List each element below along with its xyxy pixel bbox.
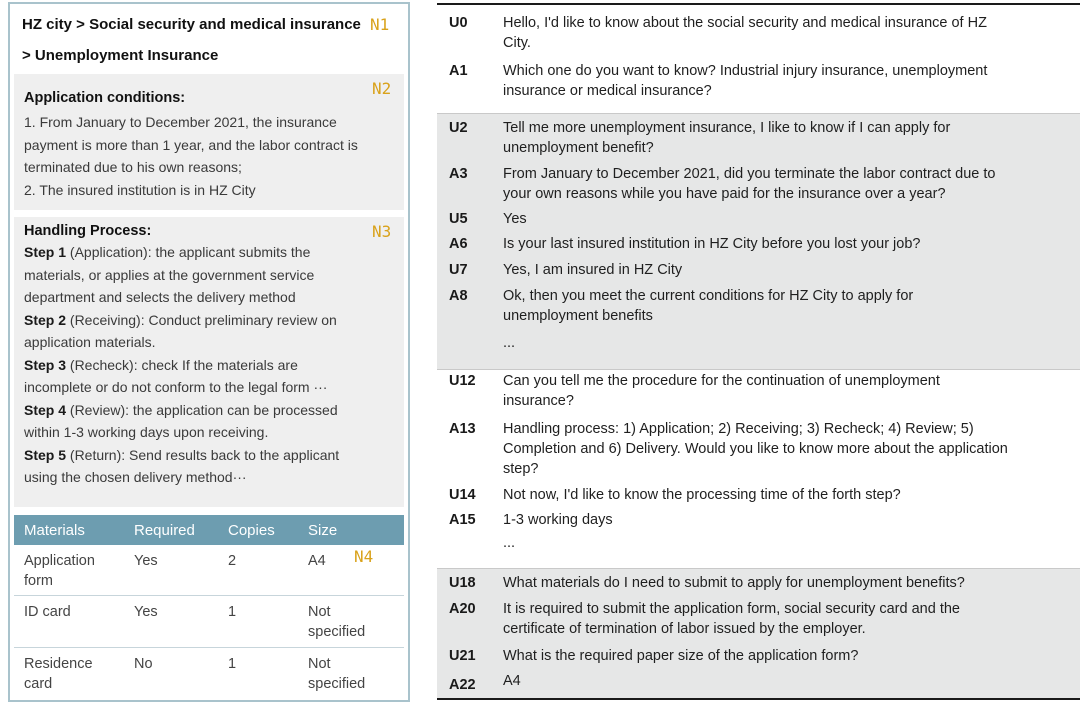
- speaker-label: U0: [449, 15, 468, 31]
- column-header: Required: [124, 515, 218, 545]
- breadcrumb-line-1: HZ city > Social security and medical insurance: [22, 16, 361, 33]
- step-line: Step 1 (Application): the applicant submits the: [24, 244, 311, 260]
- knowledge-panel: [8, 2, 410, 702]
- step-line: Step 4 (Review): the application can be processed: [24, 401, 338, 418]
- table-cell: No: [134, 655, 153, 672]
- segment-divider: [437, 568, 1080, 569]
- table-cell: Yes: [124, 545, 218, 595]
- step-line: using the chosen delivery method···: [24, 469, 247, 485]
- segment-divider: [437, 113, 1080, 114]
- utterance: What is the required paper size of the application form?: [503, 648, 859, 664]
- speaker-label: U5: [449, 211, 468, 227]
- table-cell: 2: [218, 545, 298, 595]
- column-header: Size: [298, 515, 404, 545]
- utterance: Yes: [503, 211, 527, 227]
- utterance: Yes, I am insured in HZ City: [503, 262, 683, 278]
- table-cell: Yes: [124, 595, 218, 647]
- utterance: 1-3 working days: [503, 512, 613, 528]
- application-conditions-body: [24, 111, 358, 201]
- segment-divider: [437, 369, 1080, 370]
- table-cell: Not specified: [298, 595, 404, 647]
- speaker-label: A20: [449, 601, 476, 617]
- utterance: Can you tell me the procedure for the continuation of unemployment insurance?: [503, 373, 940, 409]
- step-line: materials, or applies at the government service: [24, 266, 315, 283]
- breadcrumb-line-2: > Unemployment Insurance: [22, 47, 219, 64]
- speaker-label: U7: [449, 262, 468, 278]
- utterance: Which one do you want to know? Industrial injury insurance, unemployment insurance or medical insurance?: [503, 63, 988, 99]
- table-row: [14, 545, 404, 595]
- utterance: From January to December 2021, did you terminate the labor contract due to your own reasons while you have paid for the insurance over a year?: [503, 166, 996, 202]
- handling-process-title: Handling Process:: [24, 223, 152, 239]
- condition-line: 2. The insured institution is in HZ City: [24, 181, 256, 198]
- utterance: Not now, I'd like to know the processing time of the forth step?: [503, 487, 901, 503]
- utterance: Is your last insured institution in HZ City before you lost your job?: [503, 236, 921, 252]
- node-tag-n3: N3: [372, 222, 392, 241]
- step-line: department and selects the delivery method: [24, 289, 296, 305]
- breadcrumb-node: [22, 9, 402, 71]
- condition-line: payment is more than 1 year, and the labor contract is: [24, 136, 358, 153]
- step-line: within 1-3 working days upon receiving.: [24, 424, 269, 440]
- speaker-label: A3: [449, 166, 468, 182]
- node-tag-n4: N4: [354, 547, 374, 566]
- column-header: Copies: [218, 515, 298, 545]
- handling-process-body: [24, 241, 339, 489]
- table-row: [14, 647, 404, 701]
- utterance: A4: [503, 673, 521, 689]
- table-cell: 1: [218, 595, 298, 647]
- step-line: incomplete or do not conform to the legal form ···: [24, 379, 328, 395]
- step-label: Step 5: [24, 446, 67, 463]
- step-label: Step 4: [24, 401, 67, 418]
- bottom-rule: [437, 698, 1080, 700]
- speaker-label: A13: [449, 421, 476, 437]
- step-label: Step 3: [24, 356, 67, 373]
- table-cell: A4 N4: [298, 545, 404, 595]
- table-header-row: [14, 515, 404, 545]
- speaker-label: U2: [449, 120, 468, 136]
- utterance: Ok, then you meet the current conditions for HZ City to apply for unemployment benefits: [503, 288, 914, 324]
- utterance: Handling process: 1) Application; 2) Receiving; 3) Recheck; 4) Review; 5) Completion and 6) Delivery. Would you like to know more about the application step?: [503, 421, 1008, 477]
- utterance: Hello, I'd like to know about the social security and medical insurance of HZ City.: [503, 15, 987, 51]
- speaker-label: U18: [449, 575, 476, 591]
- table-cell: Application form: [14, 545, 124, 595]
- top-rule: [437, 3, 1080, 5]
- speaker-label: A6: [449, 236, 468, 252]
- speaker-label: U14: [449, 487, 476, 503]
- application-conditions-title: Application conditions:: [24, 90, 186, 106]
- materials-table: [14, 515, 404, 701]
- speaker-label: U21: [449, 648, 476, 664]
- node-tag-n2: N2: [372, 79, 392, 98]
- table-cell: Not specified: [308, 655, 366, 692]
- step-label: Step 2: [24, 311, 67, 328]
- speaker-label: A22: [449, 677, 476, 693]
- speaker-label: A15: [449, 512, 476, 528]
- table-row: [14, 595, 404, 647]
- table-cell: Residence card: [24, 655, 93, 692]
- step-label: Step 1: [24, 244, 67, 260]
- utterance: It is required to submit the application form, social security card and the certificate of termination of labor issued by the employer.: [503, 601, 960, 637]
- condition-line: 1. From January to December 2021, the insurance: [24, 114, 337, 130]
- handling-process-node: [14, 217, 404, 507]
- column-header: Materials: [14, 515, 124, 545]
- step-line: Step 3 (Recheck): check If the materials are: [24, 356, 298, 373]
- node-tag-n1: N1: [370, 15, 390, 34]
- condition-line: terminated due to his own reasons;: [24, 159, 242, 175]
- table-cell: ID card: [14, 595, 124, 647]
- speaker-label: A1: [449, 63, 468, 79]
- application-conditions-node: [14, 74, 404, 210]
- step-line: Step 2 (Receiving): Conduct preliminary review on: [24, 311, 337, 328]
- step-line: Step 5 (Return): Send results back to the applicant: [24, 446, 340, 463]
- step-line: application materials.: [24, 334, 156, 350]
- utterance: What materials do I need to submit to apply for unemployment benefits?: [503, 575, 965, 591]
- speaker-label: A8: [449, 288, 468, 304]
- utterance: Tell me more unemployment insurance, I like to know if I can apply for unemployment benefit?: [503, 120, 951, 156]
- speaker-label: U12: [449, 373, 476, 389]
- dialogue-panel: U0 Hello, I'd like to know about the social security and medical insurance of HZ City. A1 Which one do you want to know? Industrial injury insurance, unemployment insurance or medical insurance? U2 Tell me more unemployment insurance, I like to know if I can apply for unemployment benefit? A3 From January to December 2021, did you terminate the labor contract due to your own reasons while you have paid for the insurance over a year? U5 Yes A6 Is your last insured institution in HZ City before you lost your job? U7 Yes, I am insured in HZ City A8 Ok, then you meet the current conditions for HZ City to apply for unemployment benefits ... U12 Can you tell me the procedure for the continuation of unemployment insurance? A13 Handling process: 1) Application; 2) Receiving; 3) Recheck; 4) Review; 5) Completion and 6) Delivery. Would you like to know more about the application step? U14 Not now, I'd like to know the processing time of the forth step? A15 1-3 working days ... U18 What materials do I need to submit to apply for unemployment benefits? A20 It is required to submit the application form, social security card and the certificate of termination of labor issued by the employer. U21 What is the required paper size of the application form? A22 A4: [437, 3, 1080, 703]
- table-cell: 1: [228, 655, 237, 672]
